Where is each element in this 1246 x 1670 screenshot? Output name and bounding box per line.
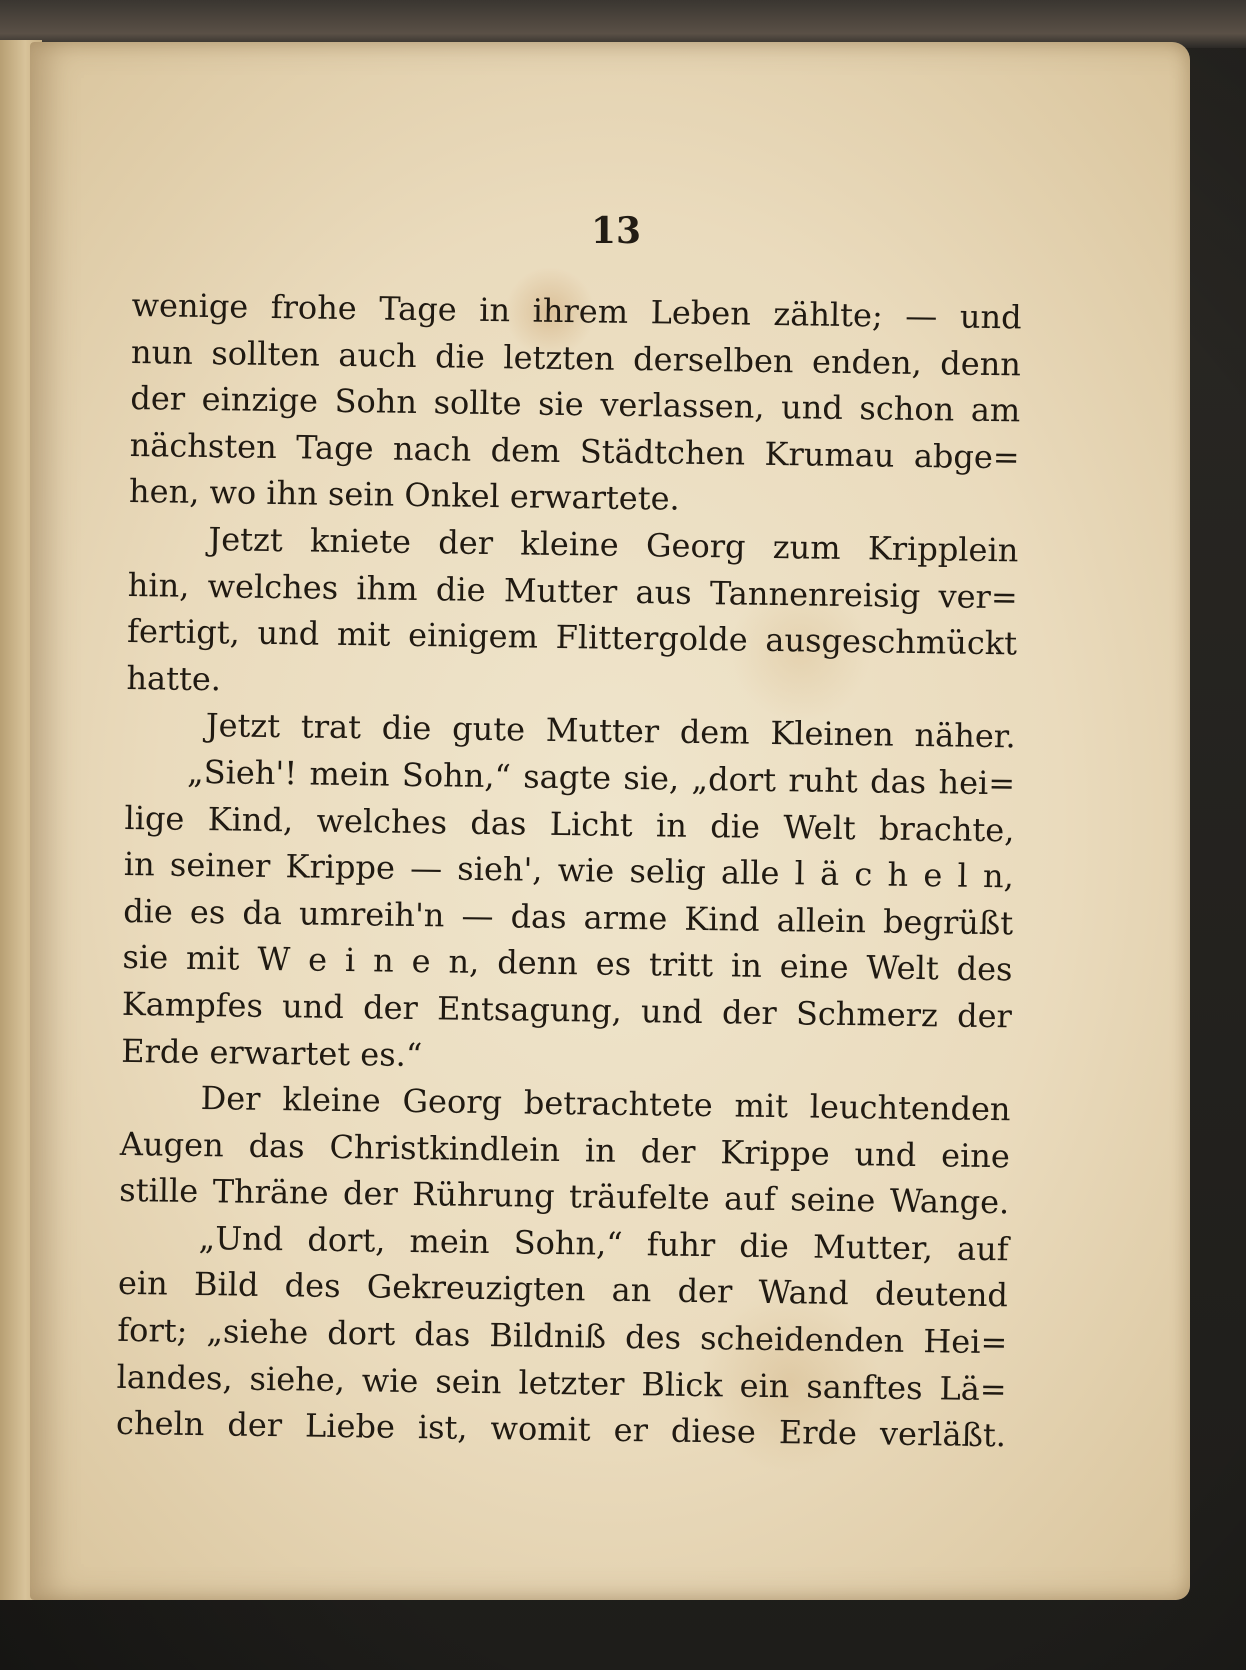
text-line: die es da umreih'n — das arme Kind allein begrüßt <box>122 891 1014 943</box>
text-line: Augen das Christkindlein in der Krippe und eine <box>119 1124 1011 1176</box>
text-line: nun sollten auch die letzten derselben enden, denn <box>130 332 1022 384</box>
text-line: fertigt, und mit einigem Flittergolde ausgeschmückt <box>126 612 1018 663</box>
text-line: lige Kind, welches das Licht in die Welt brachte, <box>124 798 1015 849</box>
text-line: fort; „siehe dort das Bildniß des scheidenden Hei= <box>117 1310 1008 1362</box>
text-line: sie mit W e i n e n, denn es tritt in eine Welt des <box>122 938 1013 989</box>
text-line: landes, siehe, wie sein letzter Blick ein sanftes Lä= <box>116 1357 1007 1408</box>
text-line: Der kleine Georg betrachtete mit leuchtenden <box>200 1079 1011 1129</box>
text-line: hin, welches ihm die Mutter aus Tannenreisig ver= <box>127 565 1018 616</box>
text-line: Erde erwartet es.“ <box>121 1031 423 1074</box>
text-line: der einzige Sohn sollte sie verlassen, und schon am <box>130 379 1021 430</box>
text-line: „Und dort, mein Sohn,“ fuhr die Mutter, auf <box>198 1218 1009 1269</box>
page-text <box>116 282 1022 1459</box>
text-line: Jetzt kniete der kleine Georg zum Kripplein <box>208 520 1019 570</box>
text-line: nächsten Tage nach dem Städtchen Krumau abge= <box>129 425 1020 477</box>
text-line: in seiner Krippe — sieh', wie selig alle l ä c h e l n, <box>123 845 1015 896</box>
text-line: hen, wo ihn sein Onkel erwartete. <box>128 472 680 519</box>
text-line: cheln der Liebe ist, womit er diese Erde verläßt. <box>115 1404 1007 1455</box>
text-line: stille Thräne der Rührung träufelte auf seine Wange. <box>119 1171 1010 1222</box>
text-line: wenige frohe Tage in ihrem Leben zählte; — und <box>131 285 1022 337</box>
book-page <box>30 42 1190 1600</box>
text-line: hatte. <box>126 658 222 699</box>
text-line: ein Bild des Gekreuzigten an der Wand deutend <box>117 1264 1009 1315</box>
text-line: Jetzt trat die gute Mutter dem Kleinen näher. <box>205 706 1017 756</box>
book-top-edge <box>0 0 1246 48</box>
text-line: Kampfes und der Entsagung, und der Schmerz der <box>121 984 1013 1036</box>
page-number: 13 <box>590 210 642 252</box>
text-line: „Sieh'! mein Sohn,“ sagte sie, „dort ruht das hei= <box>186 752 1016 803</box>
